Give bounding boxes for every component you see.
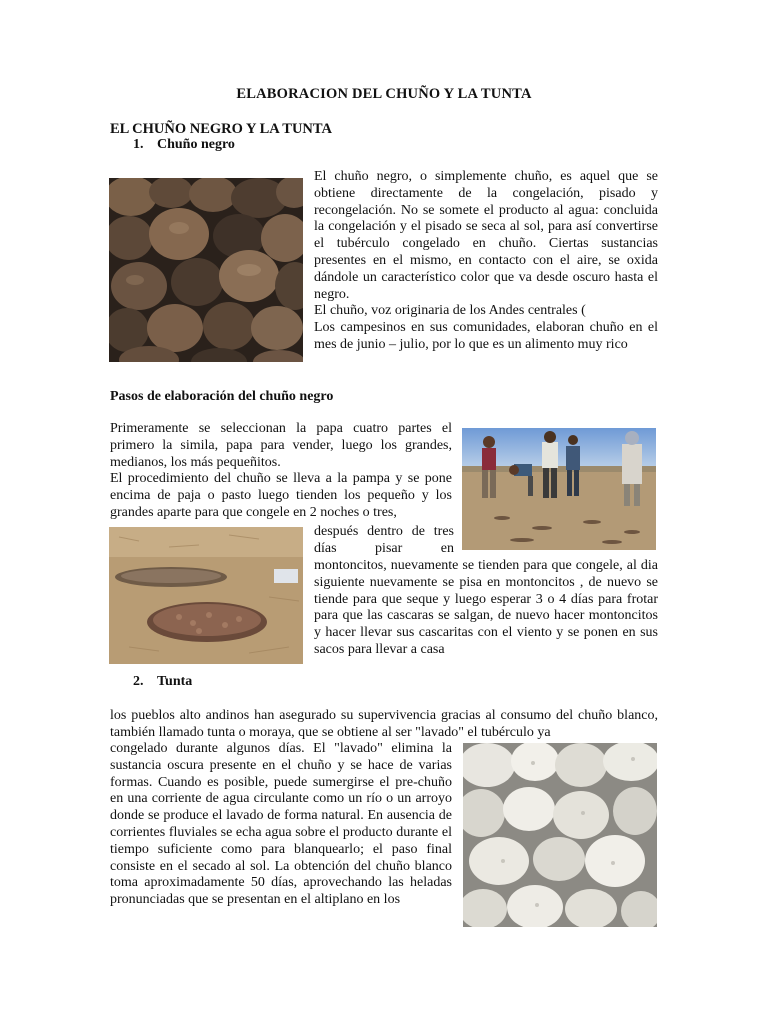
field-workers-photo bbox=[462, 428, 656, 550]
steps-continuation: después dentro de tres días pisar en bbox=[314, 524, 454, 556]
steps-text bbox=[110, 421, 452, 522]
steps-heading: Pasos de elaboración del chuño negro bbox=[110, 389, 334, 404]
item-number: 1. bbox=[133, 137, 144, 152]
steps-paragraph: Primeramente se seleccionan la papa cuatro partes el primero la simila, papa para vender, luego los grandes, medianos, los más pequeñitos. bbox=[110, 421, 452, 470]
steps-full-text: montoncitos, nuevamente se tienden para que congele, al dia siguiente nuevamente se pisa en montoncitos , de nuevo se tiende para que seque y luego esperar 3 o 4 días para frotar para que las cascaras se salgan, de nuevo hacer montoncitos y hacer llevar sus cascaritas con el viento y se ponen en sus sacos para llevar a casa bbox=[314, 558, 658, 657]
document-title: ELABORACION DEL CHUÑO Y LA TUNTA bbox=[236, 86, 532, 102]
item-label: Chuño negro bbox=[157, 137, 235, 152]
item-number: 2. bbox=[133, 674, 144, 689]
item-heading-chuno-negro bbox=[133, 137, 235, 153]
intro-paragraph: El chuño, voz originaria de los Andes centrales ( bbox=[314, 303, 586, 319]
intro-text bbox=[314, 169, 658, 354]
intro-paragraph: Los campesinos en sus comunidades, elaboran chuño en el mes de junio – julio, por lo que es un alimento muy rico bbox=[314, 320, 658, 352]
item-heading-tunta bbox=[133, 674, 192, 690]
section-heading: EL CHUÑO NEGRO Y LA TUNTA bbox=[110, 121, 332, 137]
item-label: Tunta bbox=[157, 674, 193, 689]
steps-paragraph: El procedimiento del chuño se lleva a la pampa y se pone encima de paja o pasto luego tienden los pequeño y los grandes aparte para que congele en 2 noches o tres, bbox=[110, 471, 452, 520]
tunta-photo bbox=[463, 743, 657, 927]
chuno-negro-photo bbox=[109, 178, 303, 362]
potatoes-on-straw-photo bbox=[109, 527, 303, 664]
intro-paragraph: El chuño negro, o simplemente chuño, es aquel que se obtiene directamente de la congelación, pisado y recongelación. No se somete el producto al agua: concluida la congelación y el pisado se seca al sol, para así convertirse el tubérculo congelado en chuño. Ciertas sustancias presentes en el mismo, en contacto con el aire, se oxida dándole un característico color que va desde oscuro hasta el negro. bbox=[314, 169, 658, 302]
tunta-body-text: congelado durante algunos días. El "lavado" elimina la sustancia oscura presente en el chuño y se hace de varias formas. Cuando es posible, puede sumergirse el pre-chuño en una corriente de agua circulante como un río o un arroyo donde se produce el lavado de forma natural. En ausencia de corrientes fluviales se echa agua sobre el producto durante el tiempo suficiente como para blanquearlo; el paso final consiste en el secado al sol. La obtención del chuño blanco toma aproximadamente 50 días, aprovechando las heladas pronunciadas que se presentan en el altiplano en los bbox=[110, 741, 452, 908]
tunta-lead-text: los pueblos alto andinos han asegurado su supervivencia gracias al consumo del chuño blanco, también llamado tunta o moraya, que se obtiene al ser "lavado" el tubérculo ya bbox=[110, 708, 658, 740]
